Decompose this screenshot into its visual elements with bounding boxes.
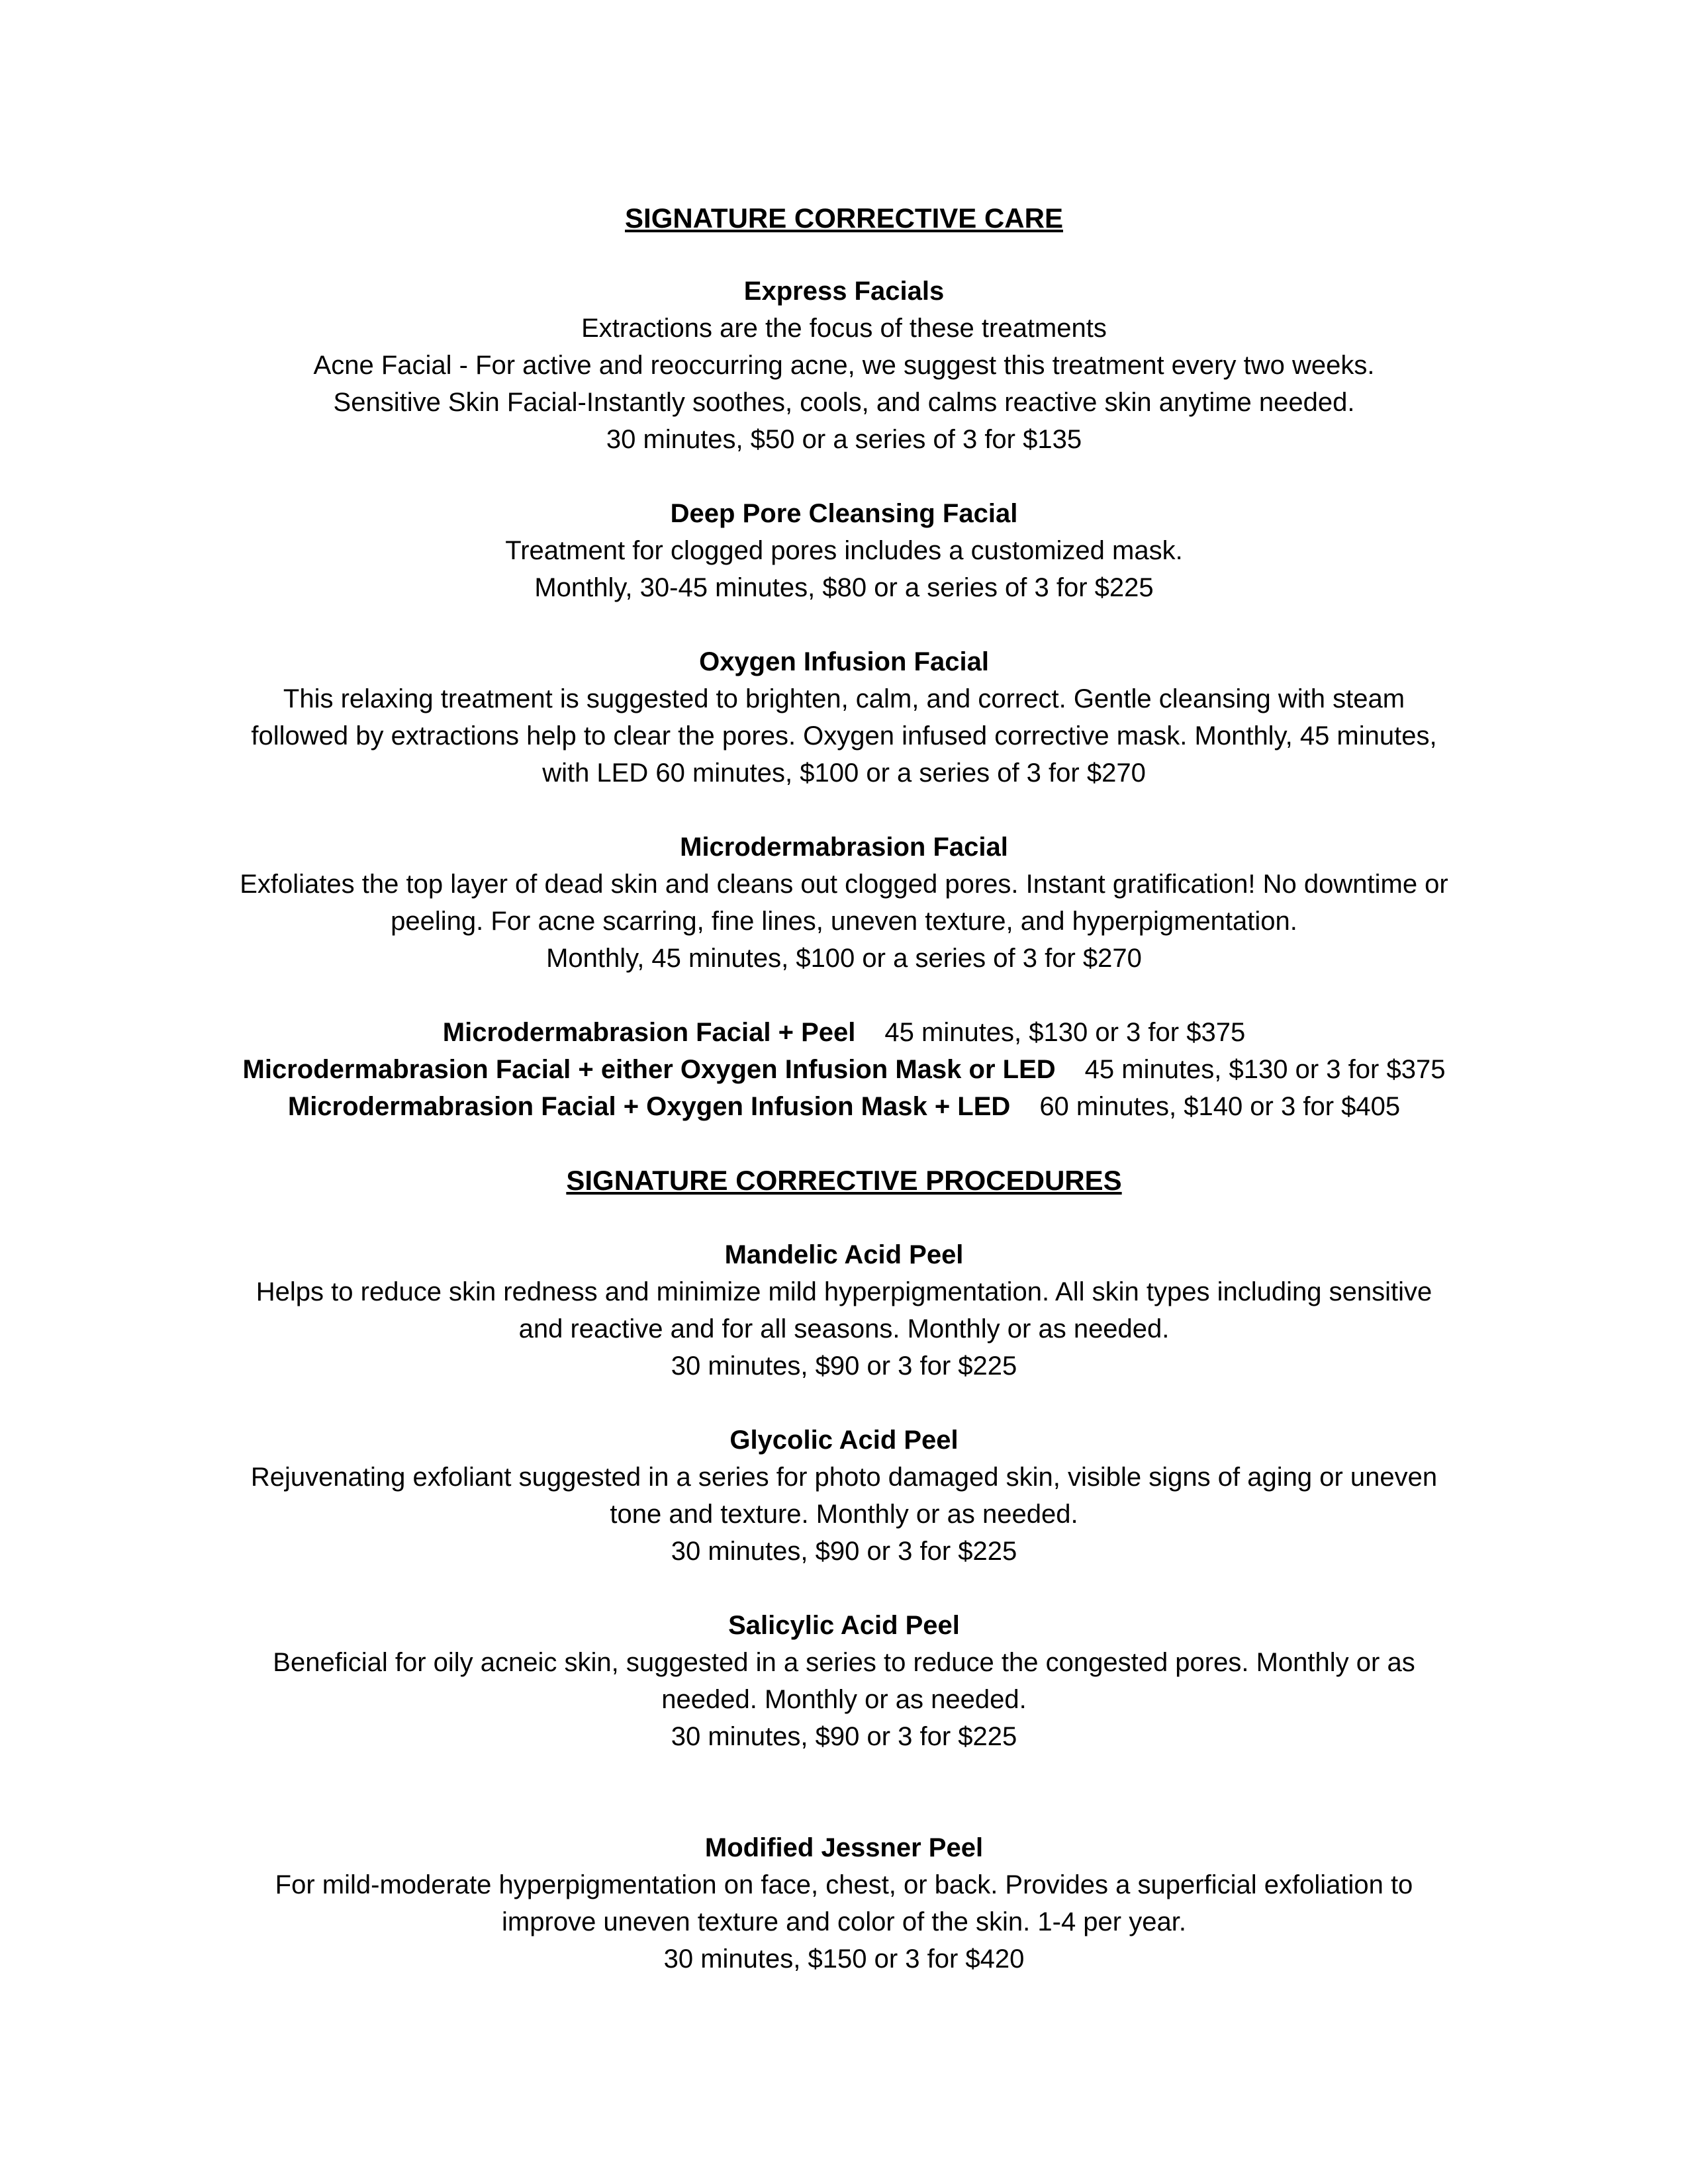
- jessner-peel-line: improve uneven texture and color of the skin. 1-4 per year.: [502, 1907, 1186, 1936]
- express-facials-price: 30 minutes, $50 or a series of 3 for $135: [606, 425, 1082, 454]
- addon-name: Microdermabrasion Facial + Oxygen Infusion Mask + LED: [287, 1092, 1011, 1121]
- oxygen-infusion-line: This relaxing treatment is suggested to brighten, calm, and correct. Gentle cleansing with steam: [283, 684, 1405, 713]
- jessner-peel-price: 30 minutes, $150 or 3 for $420: [663, 1944, 1025, 1974]
- deep-pore-line: Treatment for clogged pores includes a customized mask.: [505, 536, 1183, 565]
- glycolic-peel-line: Rejuvenating exfoliant suggested in a series for photo damaged skin, visible signs of aging or uneven: [250, 1463, 1438, 1492]
- addon-price: 45 minutes, $130 or 3 for $375: [884, 1018, 1246, 1047]
- section-heading-care: SIGNATURE CORRECTIVE CARE: [625, 203, 1063, 234]
- mandelic-peel-line: Helps to reduce skin redness and minimize mild hyperpigmentation. All skin types including sensitive: [256, 1277, 1432, 1306]
- addon-name: Microdermabrasion Facial + either Oxygen Infusion Mask or LED: [242, 1055, 1056, 1084]
- microdermabrasion-price: Monthly, 45 minutes, $100 or a series of 3 for $270: [546, 944, 1142, 973]
- section-heading-procedures: SIGNATURE CORRECTIVE PROCEDURES: [566, 1165, 1122, 1196]
- salicylic-peel-line: needed. Monthly or as needed.: [661, 1685, 1027, 1714]
- mandelic-peel-price: 30 minutes, $90 or 3 for $225: [671, 1351, 1017, 1381]
- salicylic-peel-line: Beneficial for oily acneic skin, suggested in a series to reduce the congested pores. Monthly or as: [273, 1648, 1415, 1677]
- microdermabrasion-line: Exfoliates the top layer of dead skin and cleans out clogged pores. Instant gratification! No downtime or: [240, 870, 1448, 899]
- oxygen-infusion-title: Oxygen Infusion Facial: [699, 647, 989, 676]
- salicylic-peel-price: 30 minutes, $90 or 3 for $225: [671, 1722, 1017, 1751]
- microdermabrasion-title: Microdermabrasion Facial: [680, 833, 1008, 862]
- salicylic-peel-title: Salicylic Acid Peel: [728, 1611, 960, 1640]
- addon-price: 45 minutes, $130 or 3 for $375: [1084, 1055, 1446, 1084]
- addon-row: [0, 1088, 1688, 1125]
- microdermabrasion-line: peeling. For acne scarring, fine lines, uneven texture, and hyperpigmentation.: [391, 907, 1297, 936]
- oxygen-infusion-price: with LED 60 minutes, $100 or a series of 3 for $270: [542, 758, 1146, 788]
- glycolic-peel-line: tone and texture. Monthly or as needed.: [610, 1500, 1078, 1529]
- express-facials-title: Express Facials: [743, 277, 945, 306]
- express-facials-line: Acne Facial - For active and reoccurring acne, we suggest this treatment every two weeks.: [313, 351, 1375, 380]
- addon-price: 60 minutes, $140 or 3 for $405: [1039, 1092, 1401, 1121]
- glycolic-peel-title: Glycolic Acid Peel: [729, 1426, 959, 1455]
- addon-row: [0, 1014, 1688, 1051]
- mandelic-peel-title: Mandelic Acid Peel: [724, 1240, 964, 1269]
- express-facials-line: Sensitive Skin Facial-Instantly soothes, cools, and calms reactive skin anytime needed.: [333, 388, 1355, 417]
- addon-name: Microdermabrasion Facial + Peel: [442, 1018, 856, 1047]
- jessner-peel-title: Modified Jessner Peel: [704, 1833, 984, 1862]
- glycolic-peel-price: 30 minutes, $90 or 3 for $225: [671, 1537, 1017, 1566]
- deep-pore-title: Deep Pore Cleansing Facial: [670, 499, 1018, 528]
- addon-row: [0, 1051, 1688, 1088]
- express-facials-line: Extractions are the focus of these treatments: [581, 314, 1107, 343]
- mandelic-peel-line: and reactive and for all seasons. Monthly or as needed.: [518, 1314, 1170, 1343]
- oxygen-infusion-line: followed by extractions help to clear the pores. Oxygen infused corrective mask. Monthly, 45 minutes,: [251, 721, 1437, 751]
- jessner-peel-line: For mild-moderate hyperpigmentation on face, chest, or back. Provides a superficial exfoliation to: [275, 1870, 1413, 1899]
- deep-pore-price: Monthly, 30-45 minutes, $80 or a series of 3 for $225: [534, 573, 1154, 602]
